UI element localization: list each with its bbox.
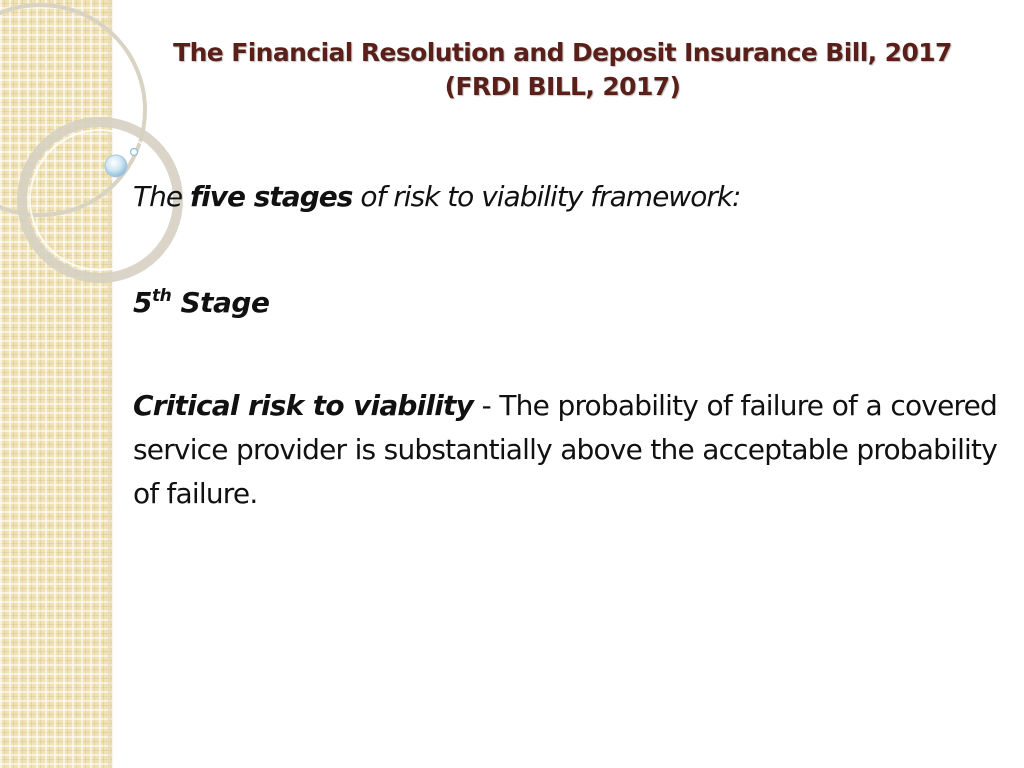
small-blue-bubble [131, 149, 138, 156]
definition-paragraph [133, 384, 997, 516]
slide-body [133, 172, 997, 516]
intro-emphasis: five stages [189, 180, 353, 213]
side-strip-edge [108, 0, 114, 768]
stage-heading [133, 278, 997, 328]
decorative-side-strip [0, 0, 112, 768]
stage-label: Stage [180, 286, 270, 319]
definition-text: The probability of failure of a covered service provider is substantially above the acceptable probability of failure. [133, 389, 997, 510]
definition-term: Critical risk to viability [133, 389, 474, 422]
stage-ordinal-suffix: th [151, 286, 172, 306]
intro-prefix: The [133, 180, 183, 213]
intro-suffix: of risk to viability framework: [360, 180, 741, 213]
stage-number: 5 [133, 286, 152, 319]
definition-separator: - [473, 389, 500, 422]
title-line-1: The Financial Resolution and Deposit Insurance Bill, 2017 [173, 38, 952, 67]
title-line-2: (FRDI BILL, 2017) [444, 72, 681, 101]
slide-title [140, 36, 985, 104]
intro-line [133, 172, 997, 222]
